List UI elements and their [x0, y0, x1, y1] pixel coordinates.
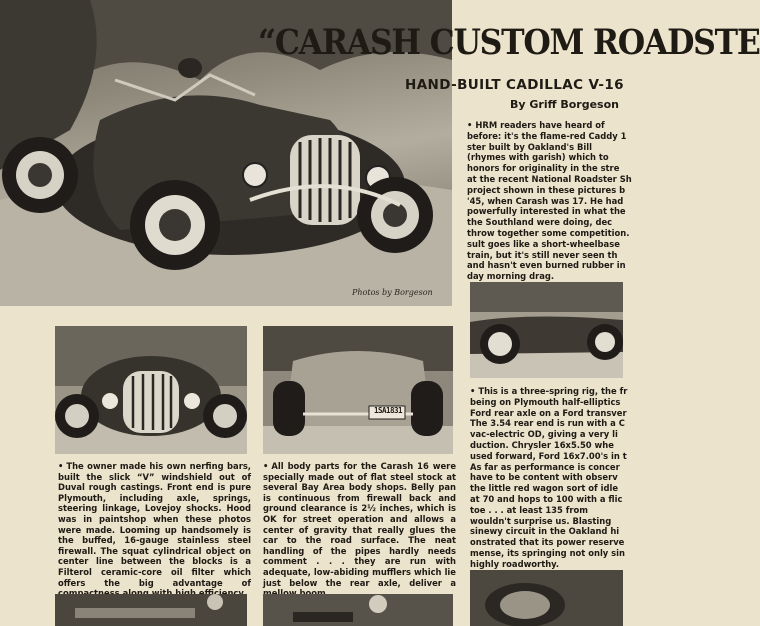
article-headline: “CARASH CUSTOM ROADSTE — [258, 22, 760, 63]
intro-line: at the recent National Roadster Sh — [467, 173, 632, 184]
spring-line: Ford rear axle on a Ford transver — [470, 407, 627, 418]
spring-line: As far as performance is concer — [470, 461, 620, 472]
rear-view-photo — [263, 326, 453, 454]
article-byline: By Griff Borgeson — [510, 98, 619, 111]
spring-line: The 3.54 rear end is run with a C — [470, 418, 625, 429]
spring-line: wouldn't surprise us. Blasting — [470, 515, 612, 526]
spring-line: the little red wagon sort of idle — [470, 483, 619, 494]
spring-column — [470, 386, 630, 570]
intro-line: before: it's the flame-red Caddy 1 — [467, 130, 627, 141]
license-plate: 1SA1831 — [373, 406, 403, 415]
spring-line: sinewy circuit in the Oakland hi — [470, 526, 620, 537]
side-view-photo — [470, 282, 623, 378]
intro-line: ster built by Oakland's Bill — [467, 141, 592, 152]
rear-caption-text: All body parts for the Carash 16 were specially made out of flat steel stock at several Bay Area body shops. Belly pan is continuous from firewall back and ground clearance is 2½ inches, which is OK for street operation and allows a center of gravity that really glues the car to the road surface. The neat handling of the pipes hardly needs comment . . . they are run with adequate, low-abiding mufflers which lie just below the rear axle, deliver a — [263, 461, 456, 588]
intro-line: the Southland were doing, dec — [467, 217, 613, 228]
intro-line: honors for originality in the stre — [467, 163, 620, 174]
engine-photo-middle — [263, 594, 453, 626]
front-caption-text: The owner made his own nerfing bars, built the slick “V” windshield out of Duval rough castings. Front end is pure Plymouth, including axle, springs, steering linkage, Lovejoy shocks. Hood was in paintshop when these photos were made. Looming up handsomely is the buffed, 16-gauge stainless steel firewall. The squat cylindrical object on center line between the blocks is a Filterol ceramic-core oil filter which offers the big advantage of — [58, 461, 251, 588]
front-photo-caption: • The owner made his own nerfing bars, built the slick “V” windshield out of Duval rough castings. Front end is pure Plymouth, including axle, springs, steering linkage, Lovejoy shocks. Hood was in paintshop when these photos were made. Looming up handsomely is the buffed, 16-gauge stainless steel firewall. The squat cylindrical object on center line between the blocks is a Filterol ceramic-core oil filter which offers the big advantage of — [58, 461, 251, 599]
intro-line: sult goes like a short-wheelbase — [467, 238, 620, 249]
engine-photo-right — [470, 570, 623, 626]
engine-photo-left — [55, 594, 247, 626]
intro-line: project shown in these pictures b — [467, 184, 626, 195]
spring-line: have to be content with observ — [470, 472, 618, 483]
intro-line: '45, when Carash was 17. He had — [467, 195, 624, 206]
photo-credit: Photos by Borgeson — [352, 288, 433, 297]
intro-line: and hasn't even burned rubber in — [467, 260, 626, 271]
spring-line: being on Plymouth half-elliptics — [470, 396, 621, 407]
spring-line: toe . . . at least 135 from — [470, 504, 588, 515]
article-deck: HAND-BUILT CADILLAC V-16 — [405, 77, 624, 93]
spring-line: highly roadworthy. — [470, 558, 560, 569]
intro-line: throw together some competition. — [467, 227, 630, 238]
spring-line: • This is a three-spring rig, the fr — [470, 386, 628, 396]
spring-line: onstrated that its power reserve — [470, 537, 625, 548]
intro-column — [467, 120, 632, 282]
spring-line: used forward, Ford 16x7.00's in t — [470, 450, 627, 461]
spring-line: mense, its springing not only sin — [470, 547, 626, 558]
rear-photo-caption: • All body parts for the Carash 16 were specially made out of flat steel stock at several Bay Area body shops. Belly pan is continuous from firewall back and ground clearance is 2½ inches, which is OK for street operation and allows a center of gravity that really glues the car to the road surface. The neat handling of the pipes hardly needs comment . . . they are run with adequate, low-abiding mufflers which lie just below the rear axle, deliver a — [263, 461, 456, 599]
front-view-photo — [55, 326, 247, 454]
intro-line: day morning drag. — [467, 271, 555, 282]
spring-line: at 70 and hops to 100 with a flic — [470, 493, 623, 504]
spring-line: duction. Chrysler 16x5.50 whe — [470, 439, 614, 450]
intro-line: (rhymes with garish) which to — [467, 152, 609, 163]
intro-line: train, but it's still never seen th — [467, 249, 618, 260]
intro-line: • HRM readers have heard of — [467, 120, 605, 130]
intro-line: powerfully interested in what the — [467, 206, 626, 217]
spring-line: vac-electric OD, giving a very li — [470, 429, 618, 440]
